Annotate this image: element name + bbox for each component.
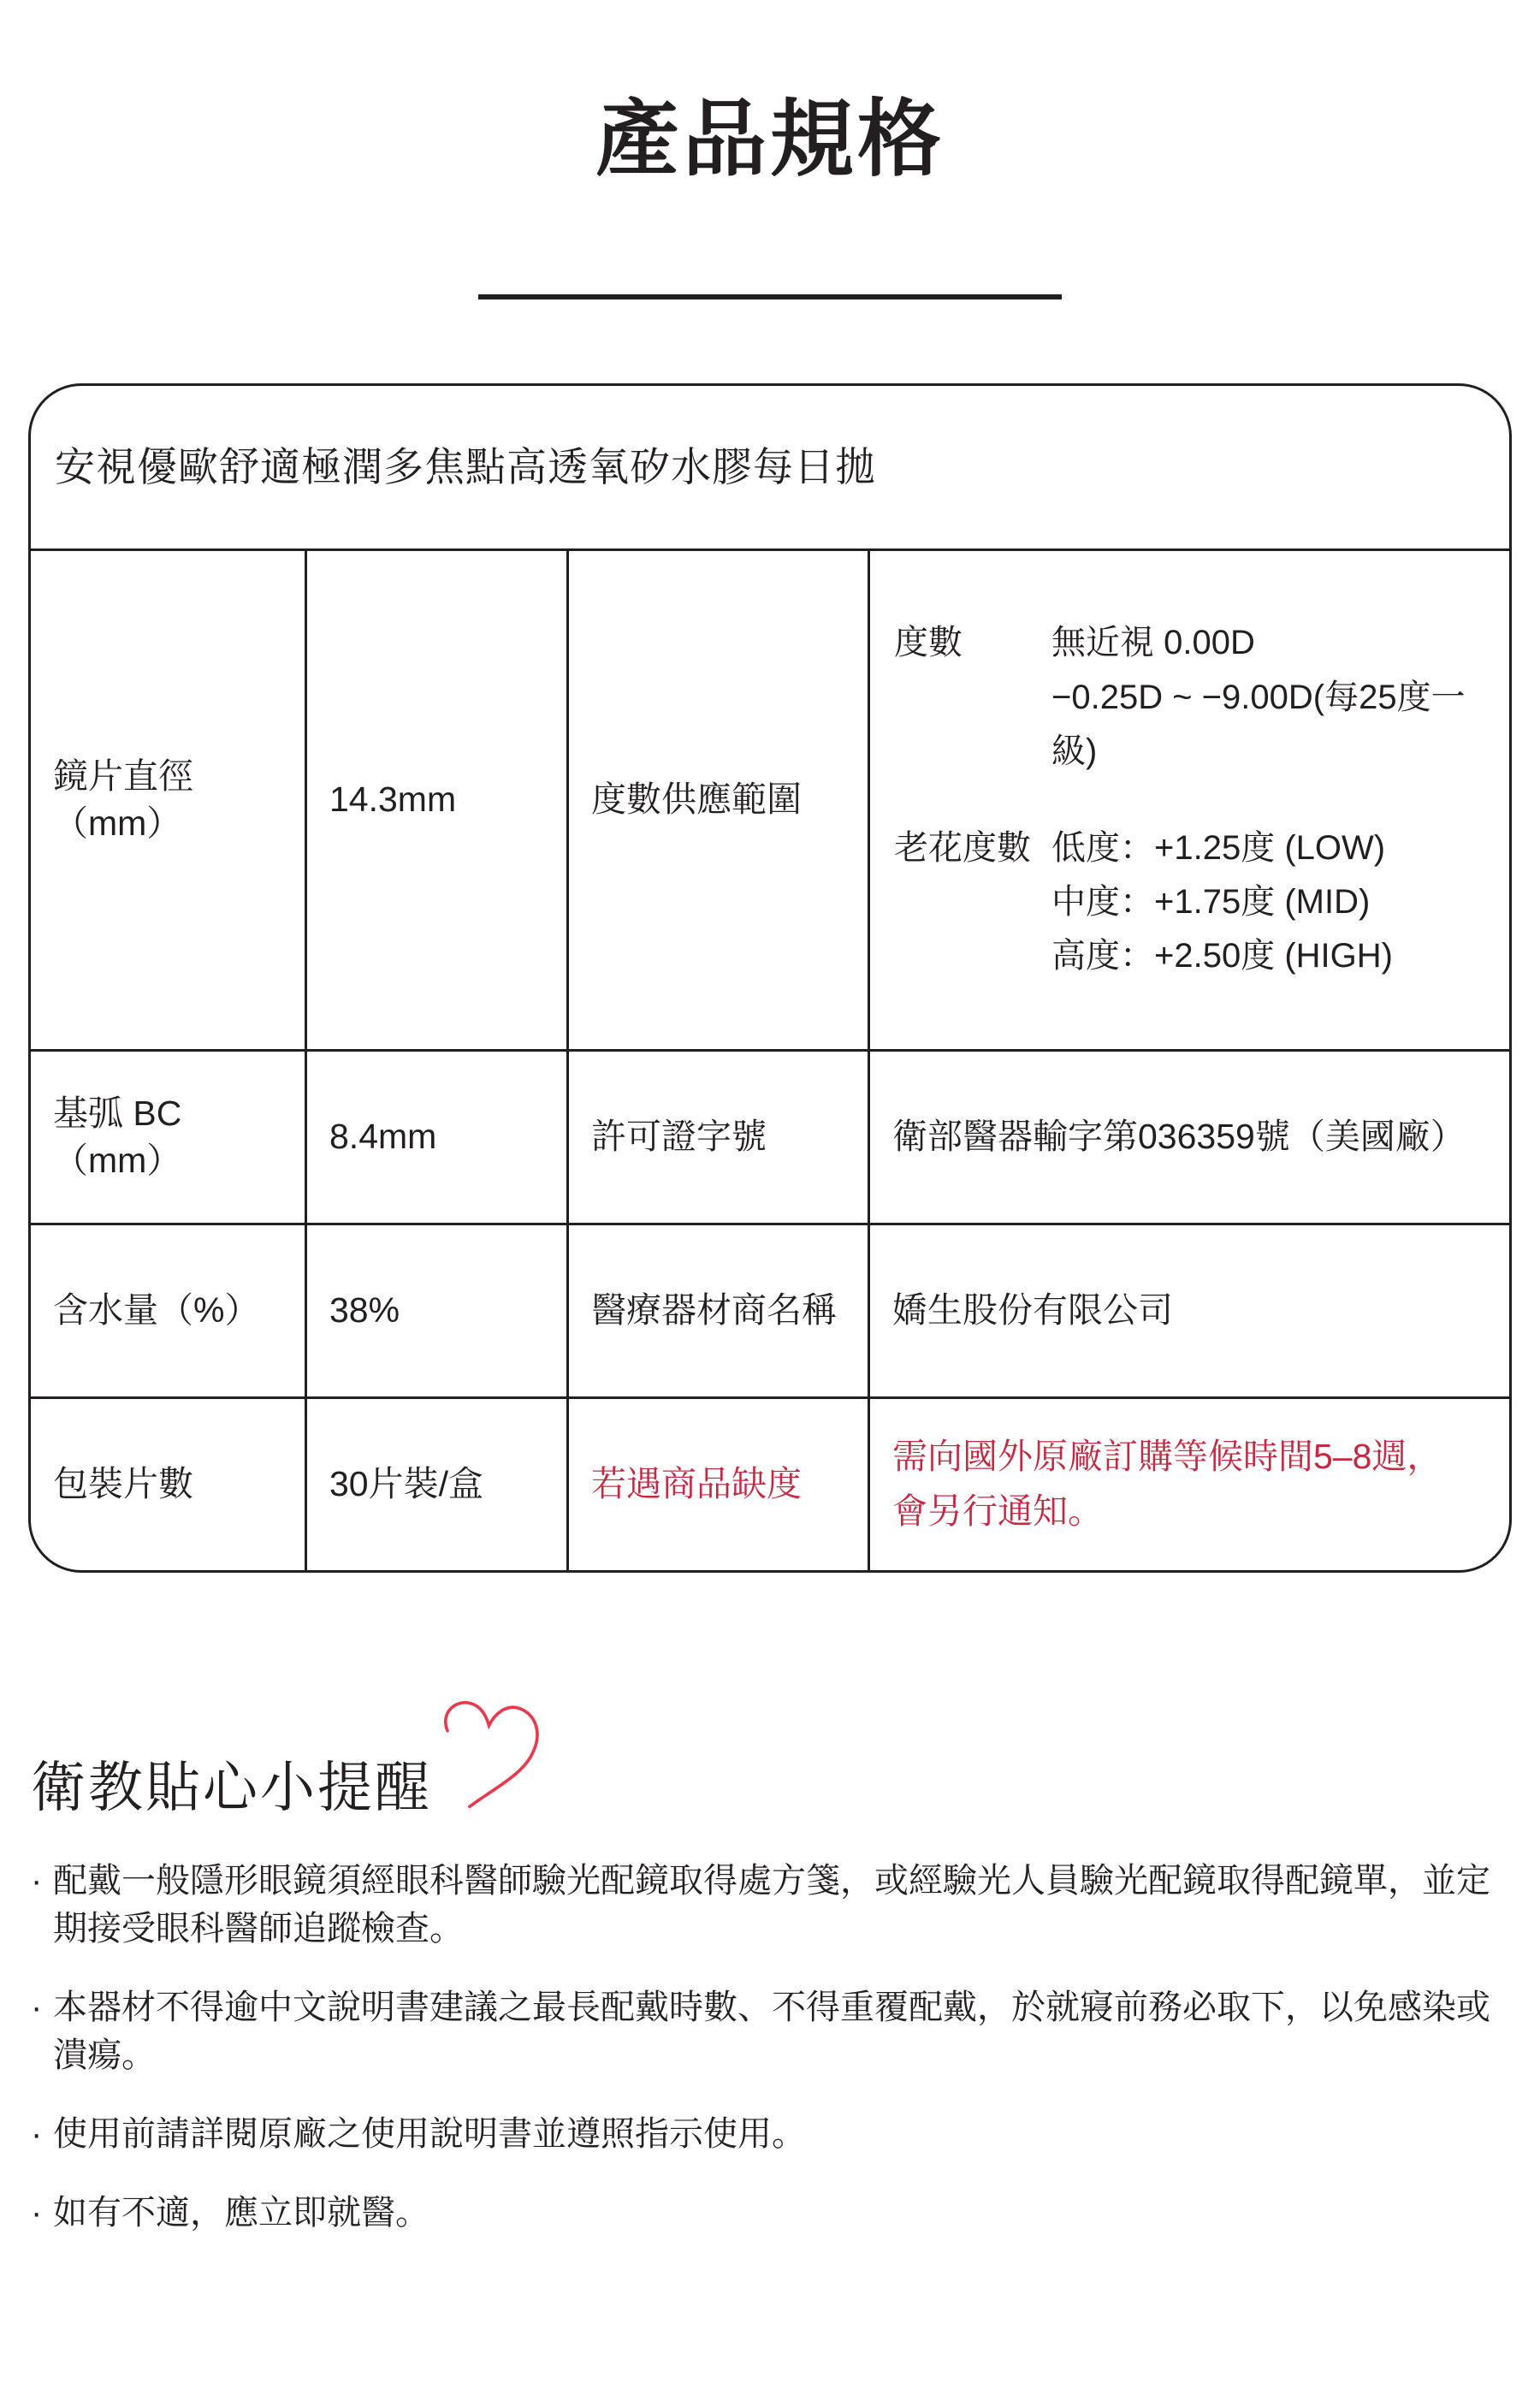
bullet-dot: ·	[31, 2194, 43, 2232]
care-section-heading: 衛教貼心小提醒	[31, 1757, 432, 1818]
care-bullet-1	[31, 1857, 1514, 1953]
spec-table-grid	[31, 386, 1509, 1570]
power-sphere-line-1: 無近視 0.00D	[1051, 624, 1255, 662]
care-bullet-list	[31, 1857, 1514, 2268]
spec-value-pack-count: 30片裝/盒	[305, 1396, 566, 1570]
spec-label-pack-count: 包裝片數	[31, 1396, 305, 1570]
power-group-sphere	[894, 616, 1485, 779]
power-group-sphere-lines	[1051, 616, 1485, 779]
power-addition-line-2: 中度：+1.75度 (MID)	[1051, 883, 1371, 922]
spec-value-vendor-name: 嬌生股份有限公司	[868, 1223, 1509, 1396]
bullet-dot: ·	[31, 1989, 43, 2026]
out-of-stock-note-line-2: 會另行通知。	[892, 1491, 1103, 1531]
spec-label-water-content: 含水量（%）	[31, 1223, 305, 1396]
spec-value-license-number: 衛部醫器輸字第036359號（美國廠）	[868, 1049, 1509, 1223]
power-group-addition-lines	[1051, 821, 1393, 984]
bullet-dot: ·	[31, 2115, 43, 2153]
spec-value-power-range	[868, 548, 1509, 1049]
spec-value-water-content: 38%	[305, 1223, 566, 1396]
title-underline	[478, 294, 1062, 299]
spec-value-out-of-stock-note	[868, 1396, 1509, 1570]
spec-label-lens-diameter: 鏡片直徑（mm）	[31, 548, 305, 1049]
power-group-sphere-label: 度數	[894, 624, 962, 662]
spec-label-out-of-stock: 若遇商品缺度	[566, 1396, 868, 1570]
power-addition-line-3: 高度：+2.50度 (HIGH)	[1051, 937, 1393, 975]
care-bullet-3-text: 使用前請詳閱原廠之使用說明書並遵照指示使用。	[53, 2115, 806, 2153]
care-bullet-3	[31, 2110, 1514, 2158]
care-bullet-2-text: 本器材不得逾中文說明書建議之最長配戴時數、不得重覆配戴，於就寢前務必取下，以免感染或潰瘍。	[53, 1989, 1490, 2074]
care-bullet-1-text: 配戴一般隱形眼鏡須經眼科醫師驗光配鏡取得處方箋，或經驗光人員驗光配鏡取得配鏡單，並定期接受眼科醫師追蹤檢查。	[53, 1862, 1490, 1947]
bullet-dot: ·	[31, 1862, 43, 1900]
spec-label-power-range: 度數供應範圍	[566, 548, 868, 1049]
out-of-stock-note-line-1: 需向國外原廠訂購等候時間5–8週，	[892, 1437, 1442, 1477]
care-bullet-2	[31, 1983, 1514, 2079]
care-bullet-4	[31, 2189, 1514, 2237]
power-group-addition-label: 老花度數	[894, 829, 1031, 867]
product-name: 安視優歐舒適極潤多焦點高透氧矽水膠每日拋	[55, 444, 876, 490]
spec-value-base-curve: 8.4mm	[305, 1049, 566, 1223]
power-addition-line-1: 低度：+1.25度 (LOW)	[1051, 829, 1386, 867]
spec-label-base-curve: 基弧 BC（mm）	[31, 1049, 305, 1223]
spec-value-lens-diameter: 14.3mm	[305, 548, 566, 1049]
care-bullet-4-text: 如有不適，應立即就醫。	[53, 2194, 429, 2232]
spec-label-license-number: 許可證字號	[566, 1049, 868, 1223]
spec-label-vendor-name: 醫療器材商名稱	[566, 1223, 868, 1396]
spec-table	[28, 383, 1512, 1573]
page-title: 產品規格	[595, 92, 945, 186]
power-sphere-line-2: −0.25D ~ −9.00D(每25度一級)	[1051, 678, 1466, 770]
heart-outline-icon	[415, 1687, 557, 1820]
power-group-addition	[894, 821, 1393, 984]
